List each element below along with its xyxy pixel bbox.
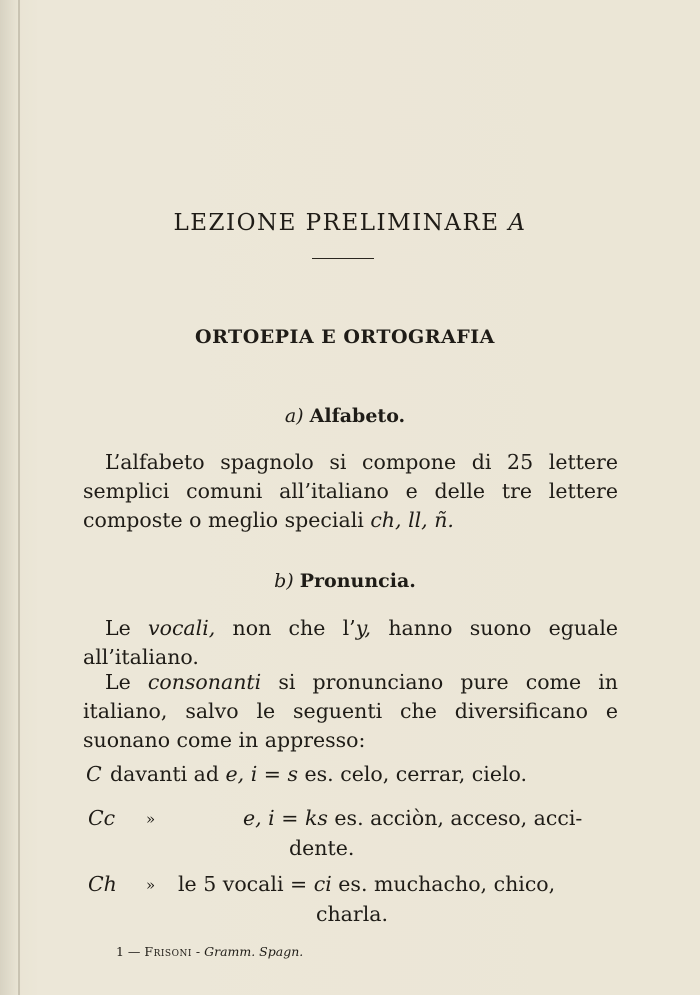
page-footer bbox=[116, 944, 303, 959]
consonanti-text-a: Le bbox=[105, 670, 148, 694]
rule-c-examples: es. celo, cerrar, cielo. bbox=[298, 762, 527, 786]
subsection-b-label: Pronuncia. bbox=[299, 570, 416, 592]
vocali-paragraph bbox=[83, 614, 618, 672]
rule-cc-ditto: » bbox=[146, 810, 156, 828]
letter-y: y, bbox=[355, 616, 372, 640]
rule-ch-text bbox=[178, 872, 555, 896]
rule-ch-value: ci bbox=[313, 872, 332, 896]
vocali-line-2: all’italiano. bbox=[83, 645, 199, 669]
footer-author: Frisoni bbox=[144, 944, 192, 959]
letter-ch: ch, bbox=[370, 508, 402, 532]
vocali-text-a: Le bbox=[105, 616, 149, 640]
rule-ch-examples: es. muchacho, chico, bbox=[331, 872, 556, 896]
vocali-term: vocali, bbox=[148, 616, 216, 640]
rule-cc-equals: = bbox=[274, 806, 305, 830]
footer-signature-number: 1 — bbox=[116, 944, 141, 959]
rule-cc-value: ks bbox=[304, 806, 328, 830]
vocali-line-1 bbox=[83, 614, 618, 643]
subsection-a-heading bbox=[0, 405, 690, 427]
alfabeto-line-3 bbox=[83, 506, 618, 535]
consonanti-line-2: italiano, salvo le seguenti che diversificano e bbox=[83, 699, 618, 723]
rule-cc-text bbox=[243, 806, 582, 830]
rule-cc-examples: es. acciòn, acceso, acci- bbox=[327, 806, 583, 830]
section-heading: ORTOEPIA E ORTOGRAFIA bbox=[195, 326, 495, 348]
rule-c-text bbox=[110, 762, 527, 786]
rule-ch-equals: = bbox=[283, 872, 314, 896]
rule-c-condition: e, i bbox=[225, 762, 258, 786]
rule-c-context: davanti ad bbox=[110, 762, 226, 786]
rule-cc-condition: e, i bbox=[243, 806, 275, 830]
footer-work-title: Gramm. Spagn. bbox=[204, 944, 304, 959]
rule-ch-context: le 5 vocali bbox=[178, 872, 284, 896]
letter-ll: ll, bbox=[408, 508, 428, 532]
alfabeto-line-1: L’alfabeto spagnolo si compone di 25 lettere bbox=[105, 450, 618, 474]
subsection-b-heading bbox=[0, 570, 690, 592]
alfabeto-paragraph bbox=[83, 448, 618, 535]
consonanti-line-1 bbox=[83, 668, 618, 697]
title-divider bbox=[312, 258, 374, 259]
rule-c-value: s bbox=[287, 762, 299, 786]
rule-cc-letter: Cc bbox=[88, 806, 116, 830]
lesson-title-main: LEZIONE PRELIMINARE bbox=[173, 210, 500, 236]
rule-ch-letter: Ch bbox=[88, 872, 117, 896]
page-gutter bbox=[18, 0, 20, 995]
subsection-b-marker: b) bbox=[274, 570, 294, 592]
vocali-text-e: hanno suono eguale bbox=[371, 616, 619, 640]
consonanti-paragraph bbox=[83, 668, 618, 755]
alfabeto-line-3-text: composte o meglio speciali bbox=[83, 508, 371, 532]
letter-n-tilde: ñ. bbox=[434, 508, 454, 532]
consonanti-text-c: si pronunciano pure come in bbox=[261, 670, 618, 694]
consonanti-line-3: suonano come in appresso: bbox=[83, 728, 366, 752]
subsection-a-marker: a) bbox=[284, 405, 304, 427]
rule-cc-continuation: dente. bbox=[289, 836, 355, 860]
rule-c-equals: = bbox=[257, 762, 288, 786]
footer-separator: - bbox=[195, 944, 201, 959]
rule-c-letter: C bbox=[86, 762, 102, 786]
vocali-text-c: non che l’ bbox=[215, 616, 356, 640]
rule-ch-ditto: » bbox=[146, 876, 156, 894]
lesson-title-letter: A bbox=[508, 210, 527, 236]
rule-ch-continuation: charla. bbox=[316, 902, 389, 926]
lesson-title bbox=[0, 210, 700, 236]
consonanti-term: consonanti bbox=[147, 670, 262, 694]
alfabeto-line-2: semplici comuni all’italiano e delle tre lettere bbox=[83, 479, 618, 503]
subsection-a-label: Alfabeto. bbox=[309, 405, 406, 427]
